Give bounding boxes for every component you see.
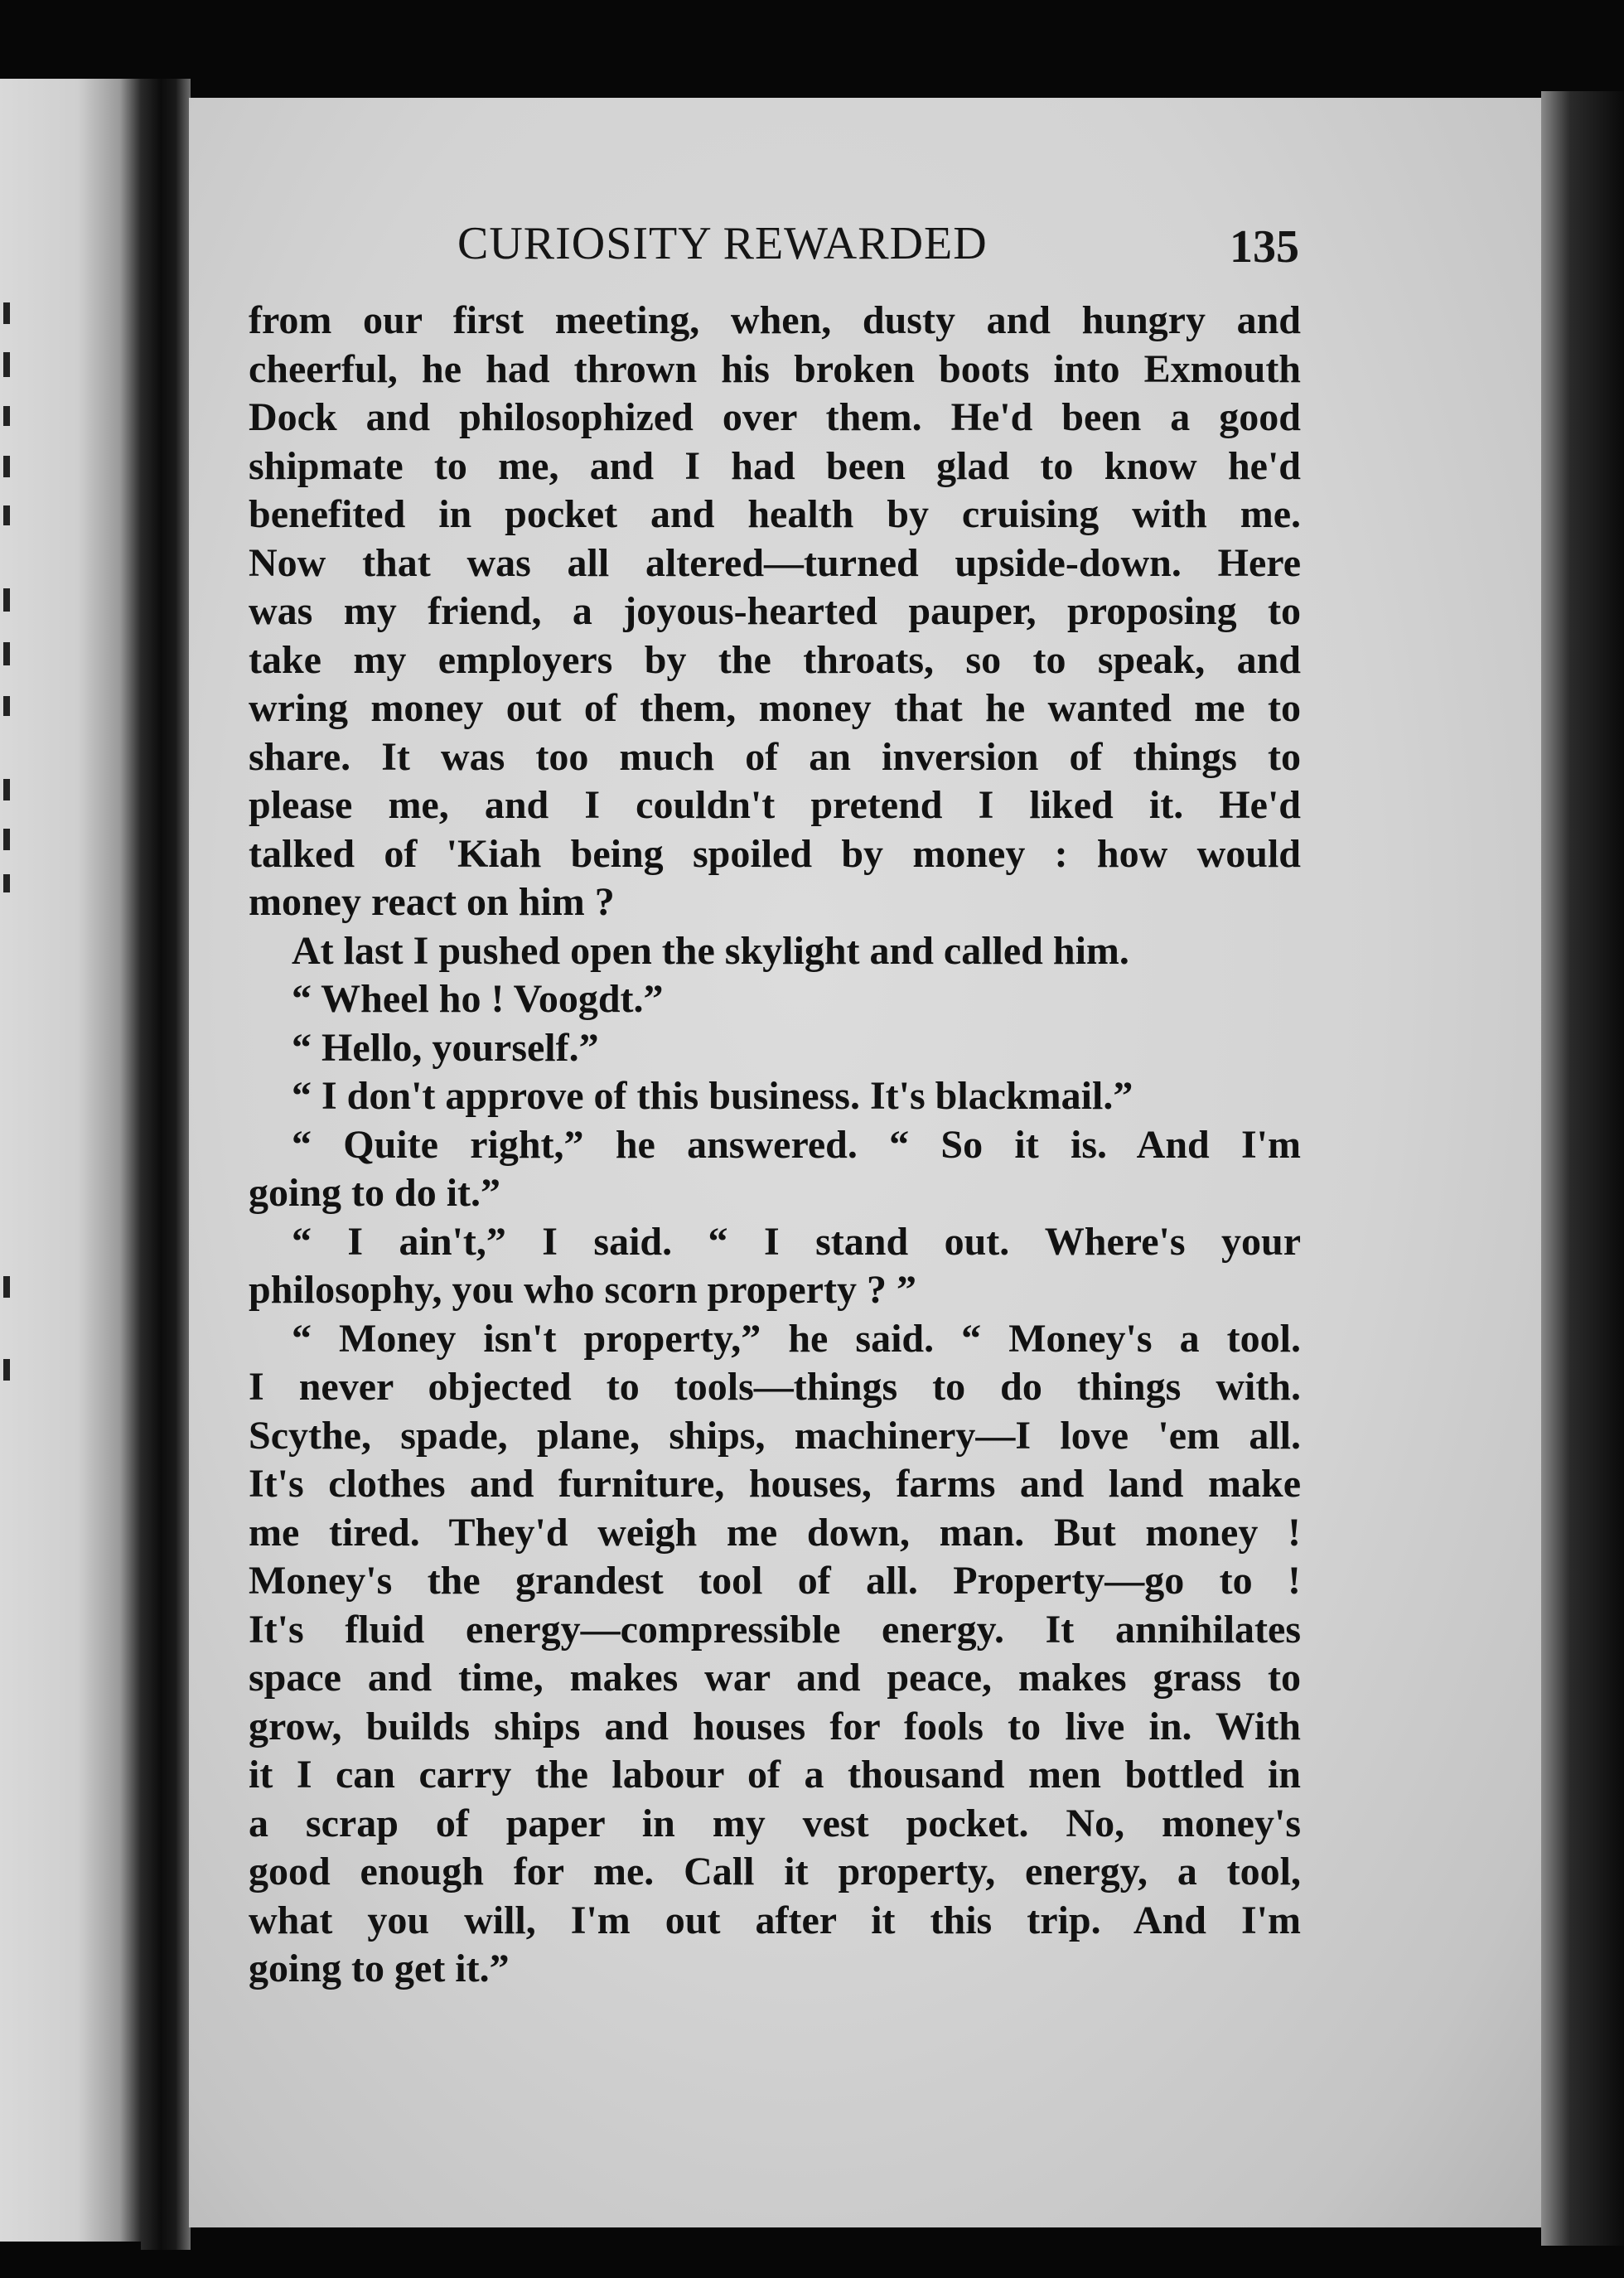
text-line: was my friend, a joyous-hearted pauper, proposing to <box>249 589 1301 633</box>
text-line: going to do it.” <box>249 1171 501 1215</box>
page-header <box>249 217 1301 283</box>
text-line: take my employers by the throats, so to speak, and <box>249 637 1301 682</box>
text-line: good enough for me. Call it property, energy, a tool, <box>249 1850 1301 1893</box>
bleed-mark <box>3 874 10 892</box>
text-line: It's clothes and furniture, houses, farms and land make <box>249 1462 1301 1506</box>
text-line: “ Quite right,” he answered. “ So it is. And I'm <box>292 1122 1301 1167</box>
bleed-mark <box>3 406 10 426</box>
adjacent-page-edge <box>0 79 141 2242</box>
text-line: what you will, I'm out after it this trip. And I'm <box>249 1898 1301 1942</box>
text-line: talked of 'Kiah being spoiled by money : how would <box>249 831 1301 876</box>
text-line: share. It was too much of an inversion of things to <box>249 734 1301 779</box>
bleed-mark <box>3 505 10 525</box>
bleed-mark <box>3 829 10 850</box>
text-line: It's fluid energy—compressible energy. It annihilates <box>249 1607 1301 1652</box>
text-line: it I can carry the labour of a thousand men bottled in <box>249 1753 1301 1797</box>
text-line: money react on him ? <box>249 880 615 924</box>
text-line: cheerful, he had thrown his broken boots into Exmouth <box>249 346 1301 391</box>
text-line: grow, builds ships and houses for fools to live in. With <box>249 1704 1301 1748</box>
page-right-shadow <box>1541 91 1624 2246</box>
text-line: philosophy, you who scorn property ? ” <box>249 1268 916 1312</box>
text-line: wring money out of them, money that he wanted me to <box>249 686 1301 730</box>
bleed-mark <box>3 642 10 665</box>
bleed-mark <box>3 302 10 324</box>
text-line: I never objected to tools—things to do things with. <box>249 1365 1301 1409</box>
text-line: “ Money isn't property,” he said. “ Money's a tool. <box>292 1316 1301 1361</box>
running-title: CURIOSITY REWARDED <box>457 218 988 269</box>
text-line: me tired. They'd weigh me down, man. But money ! <box>249 1510 1301 1555</box>
bleed-mark <box>3 456 10 477</box>
text-line: Dock and philosophized over them. He'd been a good <box>249 395 1301 439</box>
text-line: “ Hello, yourself.” <box>292 1025 599 1070</box>
bleed-mark <box>3 1359 10 1381</box>
text-line: “ I ain't,” I said. “ I stand out. Where's your <box>292 1219 1301 1264</box>
bleed-mark <box>3 696 10 716</box>
text-line: a scrap of paper in my vest pocket. No, money's <box>249 1801 1301 1845</box>
book-gutter <box>141 79 191 2250</box>
text-line: Scythe, spade, plane, ships, machinery—I love 'em all. <box>249 1413 1301 1458</box>
bleed-mark <box>3 588 10 612</box>
text-line: please me, and I couldn't pretend I liked it. He'd <box>249 783 1301 827</box>
text-line: At last I pushed open the skylight and called him. <box>292 928 1129 973</box>
text-line: Now that was all altered—turned upside-down. Here <box>249 540 1301 585</box>
text-line: “ Wheel ho ! Voogdt.” <box>292 977 664 1021</box>
bleed-mark <box>3 1276 10 1298</box>
body-text <box>249 297 1301 1994</box>
text-line: Money's the grandest tool of all. Property—go to ! <box>249 1559 1301 1603</box>
text-line: space and time, makes war and peace, makes grass to <box>249 1656 1301 1700</box>
text-line: benefited in pocket and health by cruising with me. <box>249 492 1301 536</box>
text-line: going to get it.” <box>249 1947 510 1990</box>
text-line: from our first meeting, when, dusty and hungry and <box>249 298 1301 342</box>
text-line: shipmate to me, and I had been glad to know he'd <box>249 443 1301 488</box>
bleed-mark <box>3 352 10 377</box>
bleed-mark <box>3 779 10 800</box>
page-number: 135 <box>1230 221 1299 273</box>
text-line: “ I don't approve of this business. It's blackmail.” <box>292 1074 1133 1118</box>
